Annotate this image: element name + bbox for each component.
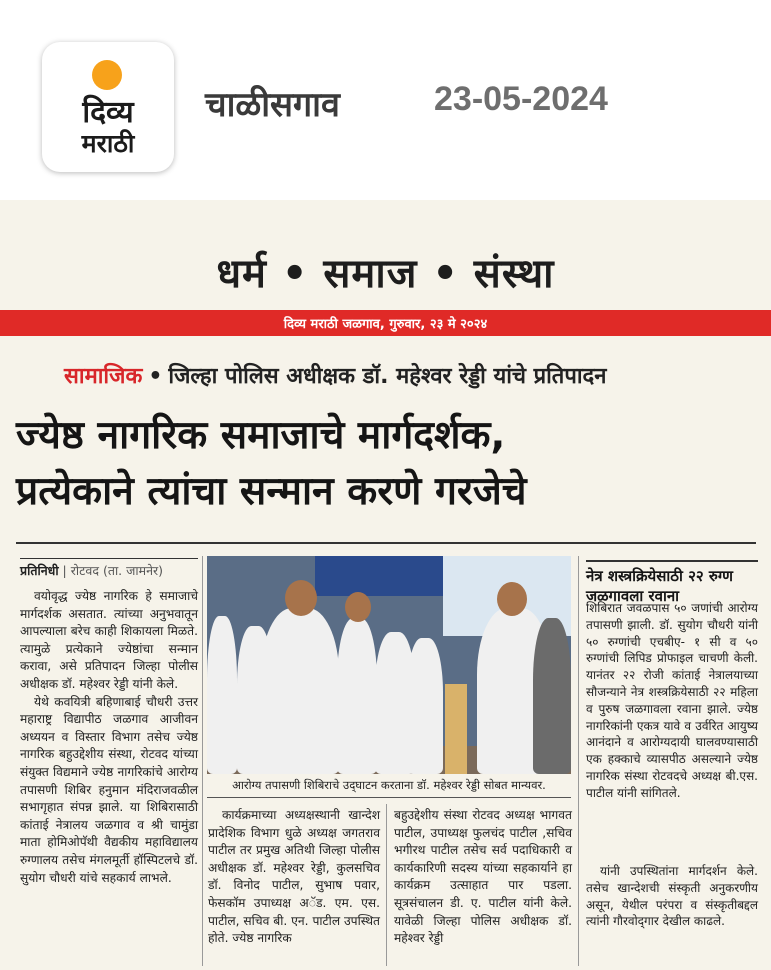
column-divider (386, 804, 387, 966)
photo-banner-dark (315, 556, 445, 596)
newspaper-clipping[interactable] (0, 200, 771, 970)
edition-date: 23-05-2024 (434, 80, 608, 118)
sidebar-paragraph-2: यांनी उपस्थितांना मार्गदर्शन केले. तसेच खान्देशची संस्कृती अनुकरणीय असून, येथील परंपरा व संस्कृतीबद्दल त्यांनी गौरवोद्‌गार देखील काढले. (586, 864, 758, 929)
sidebar-paragraph: शिबिरात जवळपास ५० जणांची आरोग्य तपासणी झाली. डॉ. सुयोग चौधरी यांनी ५० रुग्णांची एचबीए- १ सी व ५० रुग्णांची लिपिड प्रोफाइल चाचणी केली. यानंतर २२ रोजी कांताई नेत्रालयाच्या सौजन्याने नेत्र शस्त्रक्रियेसाठी २२ महिला व पुरुष जळगावला रवाना झाले. ज्येष्ठ नागरिकांनी एकत्र यावे व उर्वरित आयुष्य आनंदाने व आरोग्यदायी घालवण्यासाठी एक हक्काचे व्यासपीठ असल्याने ज्येष्ठ नागरिक संस्था रोटवदचे अध्यक्ष बी.एस. पाटील यांनी सांगितले. (586, 601, 758, 800)
logo-text-line2: मराठी (81, 129, 135, 158)
kicker-dot: • (148, 364, 163, 389)
byline (20, 558, 198, 579)
person-figure (533, 618, 571, 774)
person-figure (337, 618, 377, 774)
person-head (497, 582, 527, 616)
column-divider (202, 556, 203, 966)
divya-marathi-logo[interactable] (42, 42, 174, 172)
event-photo[interactable] (207, 556, 571, 774)
article-paragraph-2: येथे कवयित्री बहिणाबाई चौधरी उत्तर महाराष्ट्र विद्यापीठ जळगाव आजीवन अध्ययन व विस्तार विभाग तसेच ज्येष्ठ नागरिक बहुउद्देशीय संस्था, रोटवद यांच्या संयुक्त विद्यमाने ज्येष्ठ नागरिकांचे आरोग्य तपासणी शिबिर हनुमान मंदिराजवळील सभागृहात संपन्न झाले. या शिबिरासाठी कांताई नेत्रालय जळगाव व श्री चामुंडा माता होमिओपॅथी वैद्यकीय महाविद्यालय रुग्णालय तसेच मंगलमूर्ती हॉस्पिटलचे डॉ. सुयोग चौधरी यांचे सहकार्य लाभले. (20, 694, 198, 885)
article-paragraph-1: वयोवृद्ध ज्येष्ठ नागरिक हे समाजाचे मार्गदर्शक असतात. त्यांच्या अनुभवातून आपल्याला बरेच काही शिकायला मिळते. त्यामुळे प्रत्येकाने ज्येष्ठांचा सन्मान करावा, असे प्रतिपादन जिल्हा पोलीस अधीक्षक डॉ. महेश्वर रेड्डी यांनी केले. (20, 589, 198, 691)
person-figure (261, 608, 339, 774)
article-paragraph-3: कार्यक्रमाच्या अध्यक्षस्थानी खान्देश प्रादेशिक विभाग धुळे अध्यक्ष जगतराव पाटील तर प्रमुख अतिथी जिल्हा पोलीस अधीक्षक डॉ. महेश्वर रेड्डी, कुलसचिव डॉ. विनोद पाटील, सुभाष पवार, फेसकॉम उपाध्यक्ष अॅड. एम. एस. पाटील, सचिव बी. एन. पाटील उपस्थित होते. ज्येष्ठ नागरिक (208, 808, 380, 946)
column-divider (578, 556, 579, 966)
article-paragraph-4: बहुउद्देशीय संस्था रोटवद अध्यक्ष भागवत पाटील, उपाध्यक्ष फुलचंद पाटील ,सचिव भगीरथ पाटील तसेच सर्व पदाधिकारी व कार्यकारिणी सदस्य यांच्या सहकार्याने हा कार्यक्रम उत्साहात पार पडला. सूत्रसंचालन डी. ए. पाटील यांनी केले. यावेळी जिल्हा पोलिस अधीक्षक डॉ. महेश्वर रेड्डी (394, 808, 572, 946)
sidebar-column-continued (586, 863, 758, 930)
sidebar-column (586, 600, 758, 802)
photo-caption: आरोग्य तपासणी शिबिराचे उद्‌घाटन करताना डॉ. महेश्वर रेड्डी सोबत मान्यवर. (207, 778, 571, 798)
headline-rule (16, 542, 756, 544)
edition-city: चाळीसगाव (205, 85, 340, 125)
logo-text-line1: दिव्य (82, 95, 134, 130)
headline-line1: ज्येष्ठ नागरिक समाजाचे मार्गदर्शक, (16, 413, 506, 458)
kicker (64, 360, 606, 390)
article-column-2 (208, 807, 380, 948)
headline-line2: प्रत्येकाने त्यांचा सन्मान करणे गरजेचे (16, 469, 527, 514)
ceremonial-lamp (445, 684, 467, 774)
person-head (285, 580, 317, 616)
byline-reporter: प्रतिनिधी (20, 563, 59, 578)
masthead-text: दिव्य मराठी जळगाव, गुरुवार, २३ मे २०२४ (283, 317, 488, 332)
byline-place: | रोटवद (ता. जामनेर) (58, 563, 164, 578)
sidebar-heading: नेत्र शस्त्रक्रियेसाठी २२ रुग्ण जळगावला रवाना (586, 560, 758, 606)
person-figure (207, 616, 237, 774)
sun-icon (92, 60, 122, 90)
kicker-category: सामाजिक (64, 364, 143, 389)
section-title: धर्म • समाज • संस्था (216, 251, 555, 297)
person-figure (407, 638, 443, 774)
person-head (345, 592, 371, 622)
masthead-bar (0, 310, 771, 336)
kicker-subhead: जिल्हा पोलिस अधीक्षक डॉ. महेश्वर रेड्डी यांचे प्रतिपादन (168, 364, 607, 389)
article-column-3 (394, 807, 572, 948)
app-header (0, 0, 771, 200)
article-column-1 (20, 588, 198, 887)
